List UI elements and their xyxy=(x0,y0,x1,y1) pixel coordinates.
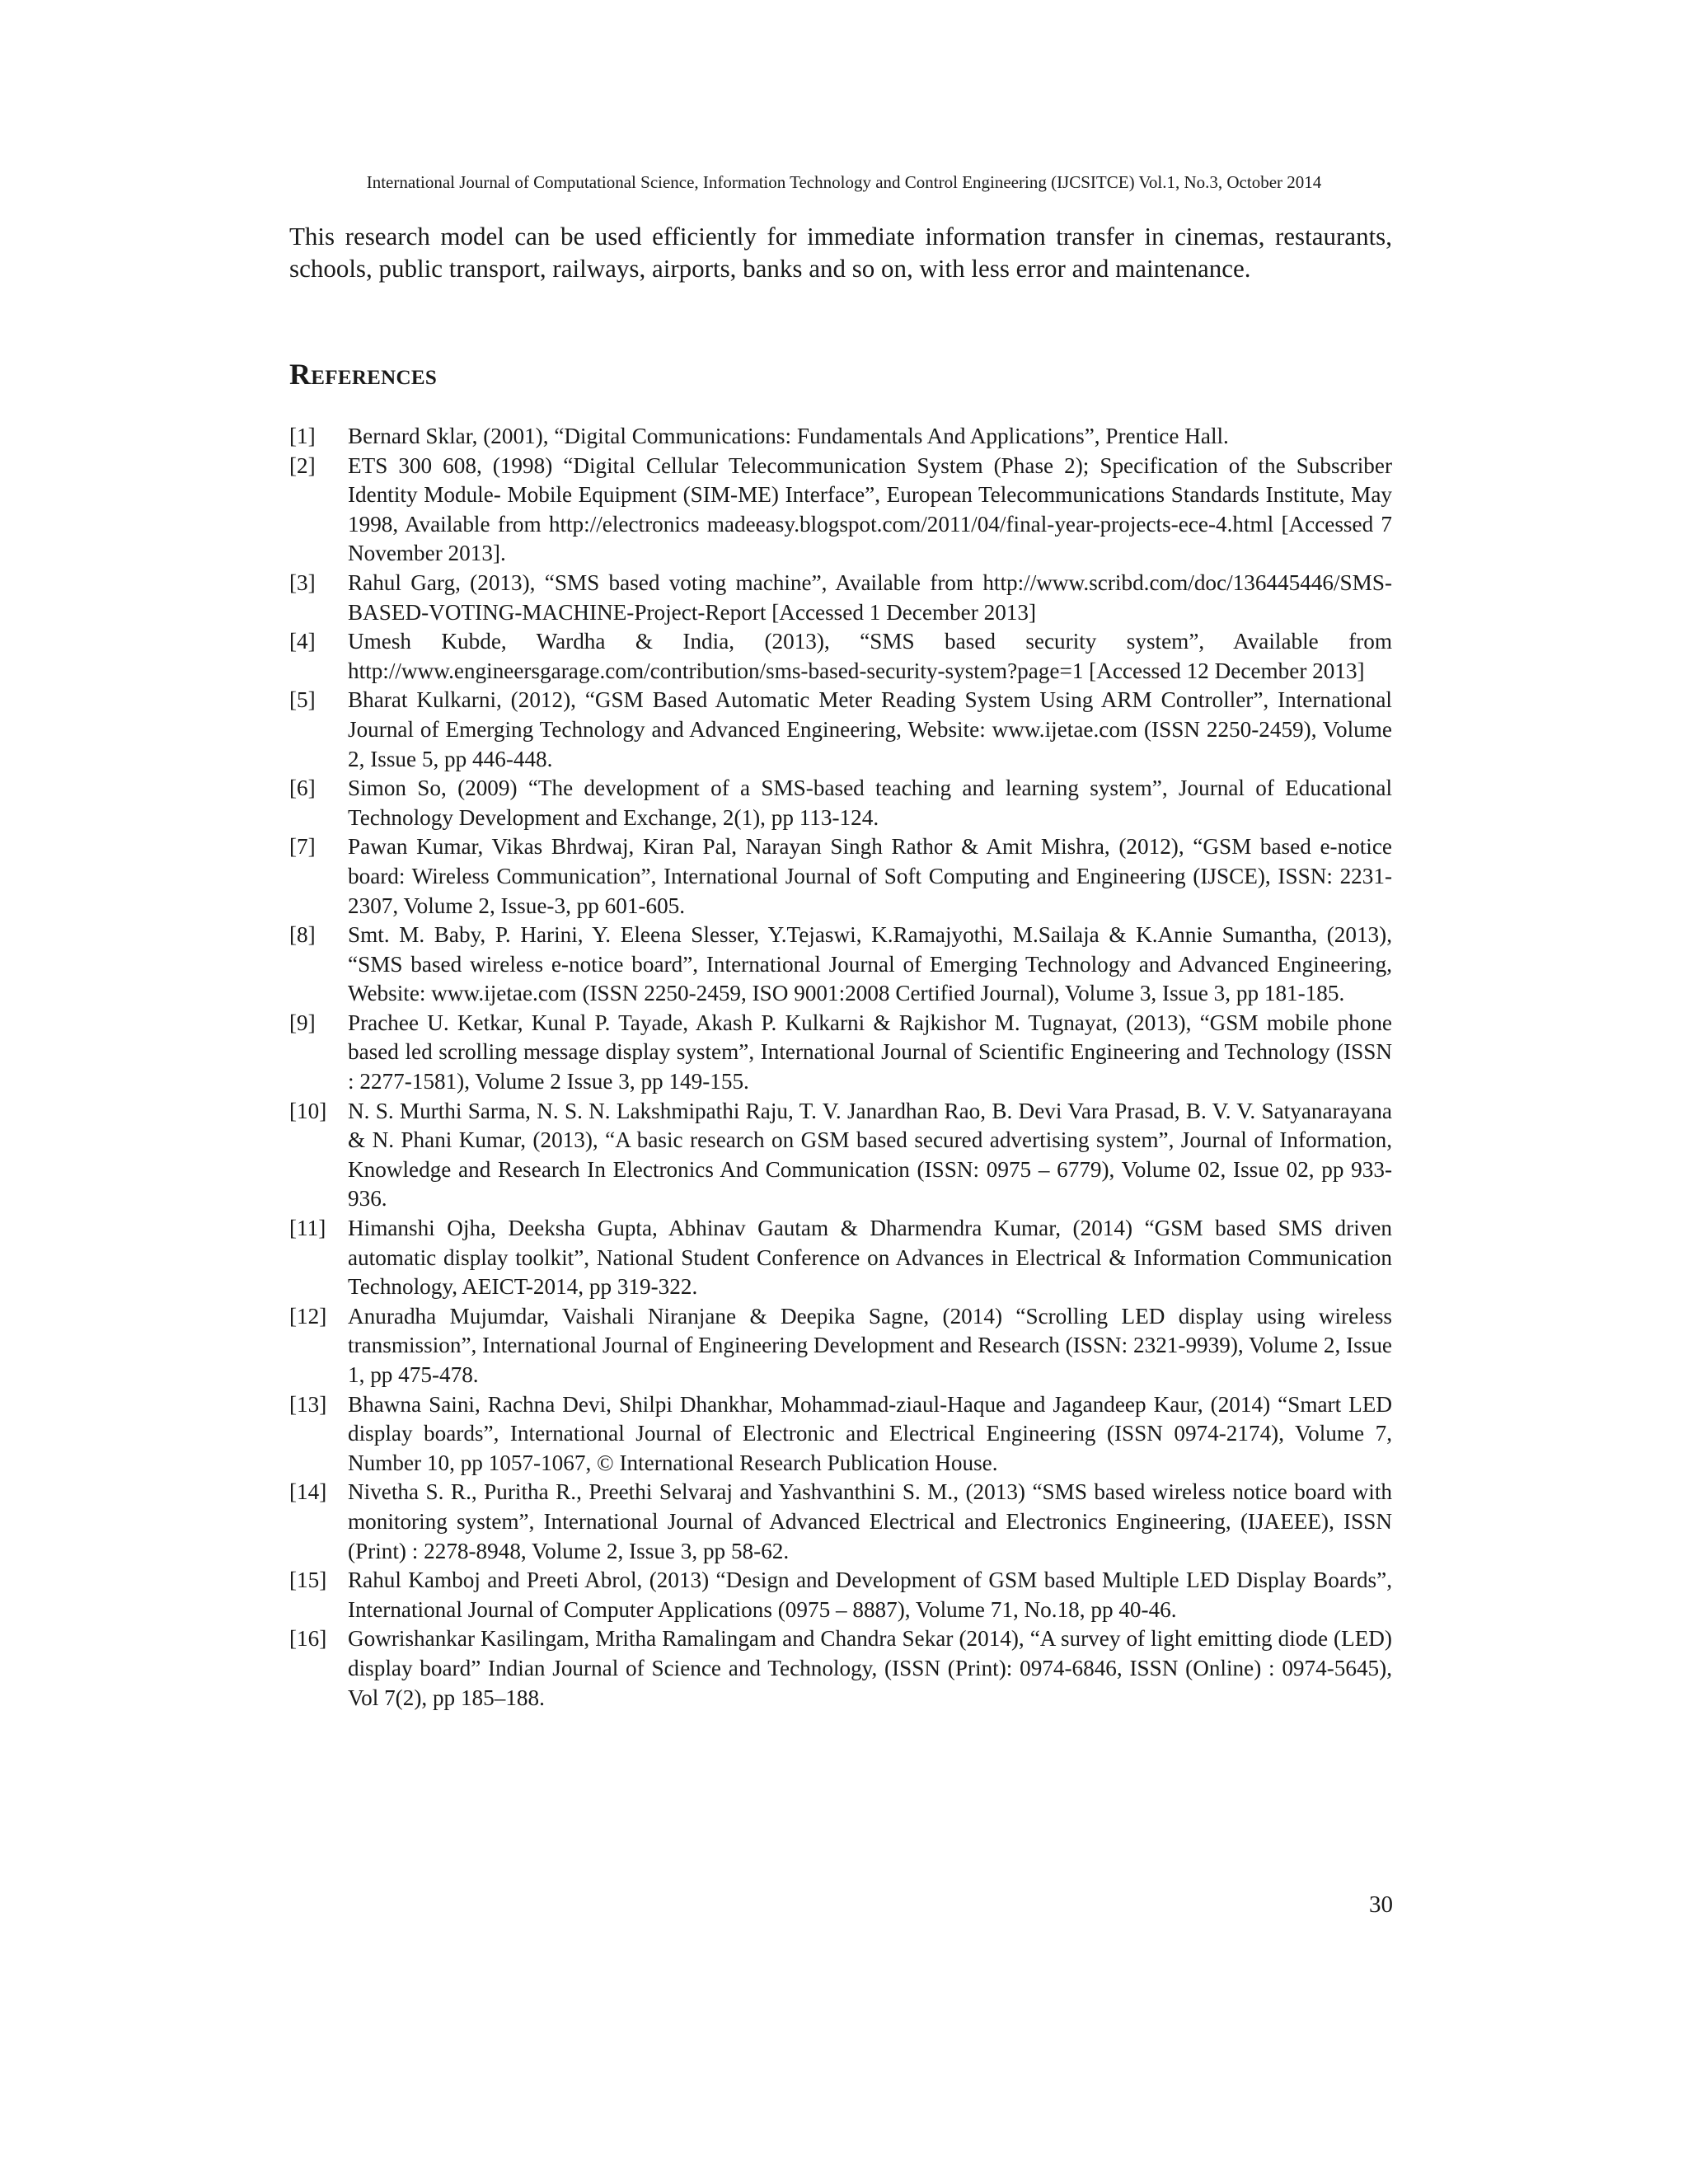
reference-text: Anuradha Mujumdar, Vaishali Niranjane & Deepika Sagne, (2014) “Scrolling LED display using wireless transmission”, International Journal of Engineering Development and Research (ISSN: 2321-9939), Volume 2, Issue 1, pp 475-478. xyxy=(348,1303,1392,1387)
reference-text: Umesh Kubde, Wardha & India, (2013), “SMS based security system”, Available from http://www.engineersgarage.com/contribution/sms-based-security-system?page=1 [Accessed 12 December 2013] xyxy=(348,629,1392,683)
reference-item xyxy=(289,1097,1392,1214)
reference-number: [8] xyxy=(289,922,316,948)
reference-item xyxy=(289,1302,1392,1390)
reference-item xyxy=(289,452,1392,569)
reference-text: Smt. M. Baby, P. Harini, Y. Eleena Slesser, Y.Tejaswi, K.Ramajyothi, M.Sailaja & K.Annie Sumantha, (2013), “SMS based wireless e-notice board”, International Journal of Emerging Technology and Advanced Engineering, Website: www.ijetae.com (ISSN 2250-2459, ISO 9001:2008 Certified Journal), Volume 3, Issue 3, pp 181-185. xyxy=(348,922,1392,1006)
reference-number: [16] xyxy=(289,1626,327,1652)
reference-item xyxy=(289,627,1392,686)
reference-text: Simon So, (2009) “The development of a SMS-based teaching and learning system”, Journal of Educational Technology Development and Exchange, 2(1), pp 113-124. xyxy=(348,776,1392,830)
reference-text: Bharat Kulkarni, (2012), “GSM Based Automatic Meter Reading System Using ARM Controller”, International Journal of Emerging Technology and Advanced Engineering, Website: www.ijetae.com (ISSN 2250-2459), Volume 2, Issue 5, pp 446-448. xyxy=(348,687,1392,771)
reference-number: [5] xyxy=(289,687,316,713)
reference-item xyxy=(289,1478,1392,1566)
reference-number: [9] xyxy=(289,1010,316,1035)
reference-item xyxy=(289,1390,1392,1479)
reference-item xyxy=(289,1566,1392,1624)
reference-text: Pawan Kumar, Vikas Bhrdwaj, Kiran Pal, Narayan Singh Rathor & Amit Mishra, (2012), “GSM based e-notice board: Wireless Communication”, International Journal of Soft Computing and Engineering (IJSCE), ISSN: 2231-2307, Volume 2, Issue-3, pp 601-605. xyxy=(348,834,1392,918)
reference-text: Himanshi Ojha, Deeksha Gupta, Abhinav Gautam & Dharmendra Kumar, (2014) “GSM based SMS driven automatic display toolkit”, National Student Conference on Advances in Electrical & Information Communication Technology, AEICT-2014, pp 319-322. xyxy=(348,1216,1392,1300)
reference-item xyxy=(289,1624,1392,1713)
reference-item xyxy=(289,921,1392,1009)
reference-text: Rahul Kamboj and Preeti Abrol, (2013) “Design and Development of GSM based Multiple LED Display Boards”, International Journal of Computer Applications (0975 – 8887), Volume 71, No.18, pp 40-46. xyxy=(348,1568,1392,1622)
reference-number: [12] xyxy=(289,1303,327,1329)
reference-item xyxy=(289,569,1392,627)
reference-number: [1] xyxy=(289,424,316,448)
reference-item xyxy=(289,686,1392,774)
reference-number: [14] xyxy=(289,1479,327,1505)
reference-text: Gowrishankar Kasilingam, Mritha Ramalingam and Chandra Sekar (2014), “A survey of light emitting diode (LED) display board” Indian Journal of Science and Technology, (ISSN (Print): 0974-6846, ISSN (Online) : 0974-5645), Vol 7(2), pp 185–188. xyxy=(348,1626,1392,1710)
reference-item xyxy=(289,774,1392,832)
reference-text: Bhawna Saini, Rachna Devi, Shilpi Dhankhar, Mohammad-ziaul-Haque and Jagandeep Kaur, (2014) “Smart LED display boards”, International Journal of Electronic and Electrical Engineering (ISSN 0974-2174), Volume 7, Number 10, pp 1057-1067, © International Research Publication House. xyxy=(348,1391,1392,1475)
reference-item xyxy=(289,832,1392,921)
reference-text: N. S. Murthi Sarma, N. S. N. Lakshmipathi Raju, T. V. Janardhan Rao, B. Devi Vara Prasad, B. V. V. Satyanarayana & N. Phani Kumar, (2013), “A basic research on GSM based secured advertising system”, Journal of Information, Knowledge and Research In Electronics And Communication (ISSN: 0975 – 6779), Volume 02, Issue 02, pp 933-936. xyxy=(348,1098,1392,1212)
references-heading: References xyxy=(289,358,438,391)
intro-paragraph: This research model can be used efficiently for immediate information transfer in cinemas, restaurants, schools, public transport, railways, airports, banks and so on, with less error and maintenance. xyxy=(289,222,1392,283)
reference-number: [2] xyxy=(289,452,316,478)
reference-item xyxy=(289,422,1392,452)
reference-number: [13] xyxy=(289,1391,327,1417)
running-header: International Journal of Computational Science, Information Technology and Control Engineering (IJCSITCE) Vol.1, No.3, October 2014 xyxy=(366,172,1322,192)
reference-number: [10] xyxy=(289,1098,327,1123)
reference-text: Bernard Sklar, (2001), “Digital Communications: Fundamentals And Applications”, Prentice Hall. xyxy=(348,424,1229,448)
reference-text: Prachee U. Ketkar, Kunal P. Tayade, Akash P. Kulkarni & Rajkishor M. Tugnayat, (2013), “GSM mobile phone based led scrolling message display system”, International Journal of Scientific Engineering and Technology (ISSN : 2277-1581), Volume 2 Issue 3, pp 149-155. xyxy=(348,1010,1392,1094)
references-list xyxy=(289,422,1392,1713)
reference-item xyxy=(289,1009,1392,1097)
reference-text: Rahul Garg, (2013), “SMS based voting machine”, Available from http://www.scribd.com/doc/136445446/SMS-BASED-VOTING-MACHINE-Project-Report [Accessed 1 December 2013] xyxy=(348,569,1392,625)
reference-number: [15] xyxy=(289,1568,327,1593)
reference-number: [3] xyxy=(289,569,316,595)
reference-number: [11] xyxy=(289,1216,326,1241)
reference-item xyxy=(289,1214,1392,1302)
reference-number: [6] xyxy=(289,776,316,801)
reference-number: [4] xyxy=(289,629,316,654)
reference-text: Nivetha S. R., Puritha R., Preethi Selvaraj and Yashvanthini S. M., (2013) “SMS based wireless notice board with monitoring system”, International Journal of Advanced Electrical and Electronics Engineering, (IJAEEE), ISSN (Print) : 2278-8948, Volume 2, Issue 3, pp 58-62. xyxy=(348,1479,1392,1563)
page-number: 30 xyxy=(1369,1891,1393,1918)
reference-number: [7] xyxy=(289,834,316,860)
reference-text: ETS 300 608, (1998) “Digital Cellular Telecommunication System (Phase 2); Specification of the Subscriber Identity Module- Mobile Equipment (SIM-ME) Interface”, European Telecommunications Standards Institute, May 1998, Available from http://electronics madeeasy.blogspot.com/2011/04/final-year-projects-ece-4.html [Accessed 7 November 2013]. xyxy=(348,452,1392,566)
